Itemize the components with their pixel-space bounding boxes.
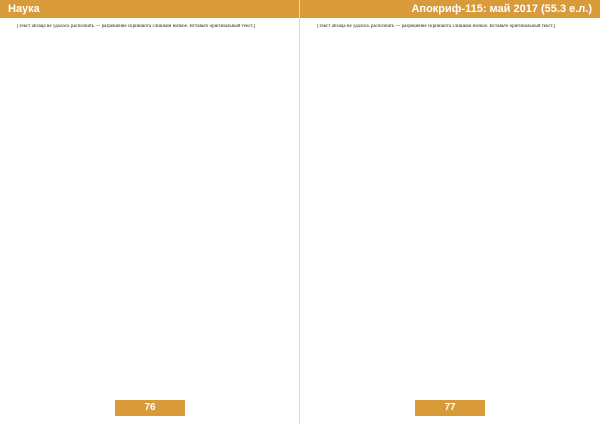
left-footer [0, 394, 300, 424]
right-header-band [300, 0, 600, 18]
left-page-number: 76 [115, 400, 185, 416]
right-header-title: Апокриф-115: май 2017 (55.3 е.л.) [411, 3, 592, 15]
right-body-column [308, 24, 592, 384]
right-page [300, 0, 600, 424]
right-page-number: 77 [415, 400, 485, 416]
body-paragraph: [Текст абзаца не удалось распознать — разрешение скриншота слишком низкое. Вставьте оригинальный текст.] [317, 24, 556, 29]
left-body-column [8, 24, 292, 384]
left-header-title: Наука [8, 3, 40, 15]
left-header-band [0, 0, 300, 18]
body-paragraph: [Текст абзаца не удалось распознать — разрешение скриншота слишком низкое. Вставьте оригинальный текст.] [17, 24, 256, 29]
right-footer [300, 394, 600, 424]
